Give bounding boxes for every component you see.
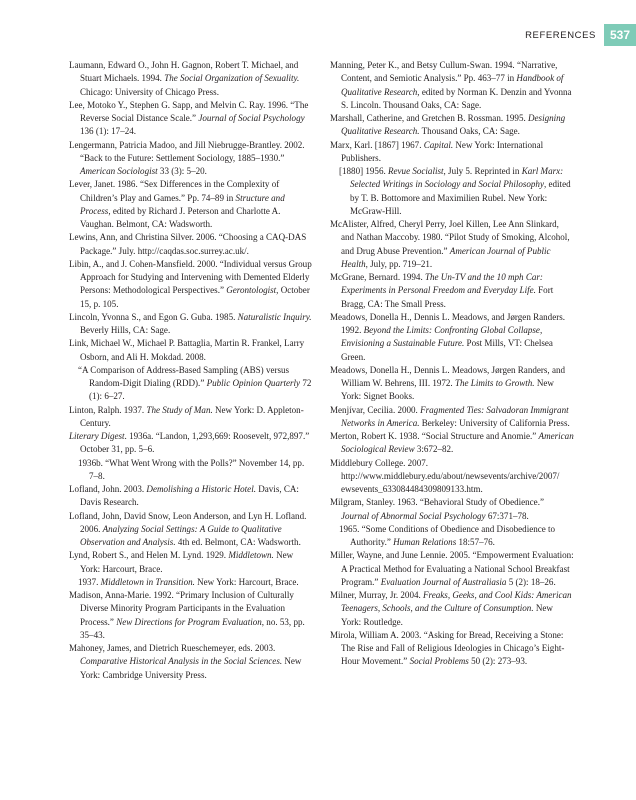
reference-text: New York: Routledge. (341, 603, 553, 627)
reference-entry (330, 218, 574, 271)
reference-entry (69, 311, 313, 338)
reference-title-italic: American Sociologist (80, 166, 158, 176)
reference-text: New York: Harcourt, Brace. (80, 550, 294, 574)
reference-title-italic: Demolishing a Historic Hotel. (146, 484, 256, 494)
reference-title-italic: Karl Marx: Selected Writings in Sociology and Social Philosophy (350, 166, 564, 190)
reference-text: Beverly Hills, CA: Sage. (80, 325, 171, 335)
reference-text: 1965. “Some Conditions of Obedience and Disobedience to Authority.” (339, 523, 556, 547)
section-title: REFERENCES (525, 29, 596, 41)
reference-text: Manning, Peter K., and Betsy Cullum-Swan. 1994. “Narrative, Content, and Semiotic Analysis.” Pp. 463–77 in (330, 60, 558, 84)
reference-entry (330, 629, 574, 669)
reference-text: Thousand Oaks, CA: Sage. (419, 126, 520, 137)
reference-text: Lincoln, Yvonna S., and Egon G. Guba. 1985. (69, 311, 238, 322)
reference-title-italic: Naturalistic Inquiry. (237, 311, 312, 322)
reference-text: Miller, Wayne, and June Lennie. 2005. “Empowerment Evaluation: A Practical Method for Evaluating a National School Breakfast Program.” (330, 550, 574, 587)
reference-text: , no. 53, pp. 35–43. (80, 616, 305, 640)
reference-text: McGrane, Bernard. 1994. (330, 272, 425, 282)
reference-entry (330, 364, 574, 404)
reference-text: Davis, CA: Davis Research. (80, 484, 299, 508)
reference-entry (330, 496, 574, 523)
reference-title-italic: Comparative Historical Analysis in the Social Sciences. (80, 656, 283, 667)
reference-entry (330, 139, 574, 166)
reference-entry (69, 337, 313, 364)
reference-entry (330, 523, 574, 550)
reference-text: Mirola, William A. 2003. “Asking for Bread, Receiving a Stone: The Rise and Fall of Religious Ideologies in Chicago’s Eight-Hour Movement.” (330, 629, 565, 667)
reference-title-italic: Gerontologist (226, 285, 277, 296)
reference-text: Lofland, John, David Snow, Leon Anderson, and Lyn H. Lofland. 2006. (69, 510, 307, 534)
reference-title-italic: Handbook of Qualitative Research (341, 73, 564, 97)
reference-text: New York: D. Appleton-Century. (80, 404, 304, 428)
reference-text: 1937. (78, 576, 101, 587)
reference-text: “A Comparison of Address-Based Sampling (ABS) versus Random-Digit Dialing (RDD).” (78, 364, 290, 388)
reference-text: New York: Signet Books. (341, 378, 554, 402)
reference-text: New York: Cambridge University Press. (80, 656, 302, 680)
reference-title-italic: New Directions for Program Evaluation (116, 616, 262, 627)
reference-title-italic: Beyond the Limits: Confronting Global Collapse, Envisioning a Sustainable Future. (341, 325, 543, 349)
reference-title-italic: Public Opinion Quarterly (206, 378, 301, 388)
reference-text: Middlebury College. 2007. http://www.middlebury.edu/about/newsevents/archive/2007/ ewsevents_633084484309809133.htm. (330, 457, 560, 494)
reference-entry (69, 642, 313, 682)
reference-text: Meadows, Donella H., Dennis L. Meadows, and Jørgen Randers. 1992. (330, 311, 566, 335)
reference-title-italic: American Journal of Public Health (341, 245, 551, 269)
reference-title-italic: Structure and Process (80, 192, 285, 216)
reference-text: Meadows, Donella H., Dennis L. Meadows, Jørgen Randers, and William W. Behrens, III. 1972. (330, 364, 566, 388)
reference-text: [1880] 1956. (339, 166, 388, 176)
reference-entry (330, 589, 574, 629)
reference-entry (69, 457, 313, 484)
reference-entry (69, 231, 313, 258)
reference-text: , edited by Richard J. Peterson and Charlotte A. Vaughan. Belmont, CA: Wadsworth. (80, 205, 281, 229)
reference-text: Marshall, Catherine, and Gretchen B. Rossman. 1995. (330, 113, 528, 123)
reference-entry (330, 457, 574, 497)
reference-text: Lofland, John. 2003. (69, 484, 147, 494)
reference-text: , July, pp. 719–21. (365, 258, 433, 269)
reference-text: Mahoney, James, and Dietrich Rueschemeyer, eds. 2003. (69, 643, 276, 653)
reference-title-italic: Fragmented Ties: Salvadoran Immigrant Networks in America. (341, 404, 569, 428)
reference-text: 18:57–76. (456, 537, 495, 547)
reference-text: , edited by Norman K. Denzin and Yvonna S. Lincoln. Thousand Oaks, CA: Sage. (341, 86, 572, 110)
references-column-right (330, 59, 574, 669)
page-header (525, 24, 636, 46)
reference-text: 3:672–82. (414, 444, 454, 455)
reference-entry (330, 430, 574, 457)
reference-text: Chicago: University of Chicago Press. (80, 86, 219, 97)
reference-title-italic: The Un-TV and the 10 mph Car: Experiments in Personal Freedom and Everyday Life. (341, 272, 543, 296)
reference-entry (69, 364, 313, 404)
reference-text: Fort Bragg, CA: The Small Press. (341, 285, 554, 309)
reference-entry (330, 112, 574, 139)
reference-text: 5 (2): 18–26. (506, 576, 556, 587)
references-column-left (69, 59, 313, 682)
reference-entry (330, 404, 574, 431)
reference-text: , edited by T. B. Bottomore and Maximilien Rubel. New York: McGraw-Hill. (350, 179, 571, 216)
reference-text: New York: Harcourt, Brace. (194, 576, 299, 587)
reference-title-italic: Designing Qualitative Research. (341, 113, 566, 137)
reference-entry (69, 549, 313, 576)
reference-text: 50 (2): 273–93. (468, 656, 528, 667)
reference-title-italic: Human Relations (393, 537, 457, 547)
reference-text: 72 (1): 6–27. (89, 378, 312, 402)
reference-entry (69, 258, 313, 311)
reference-text: . 1936a. “Landon, 1,293,669: Roosevelt, 972,897.” October 31, pp. 5–6. (80, 431, 310, 455)
reference-text: Lee, Motoko Y., Stephen G. Sapp, and Melvin C. Ray. 1996. “The Reverse Social Distance Scale.” (69, 99, 309, 123)
reference-text: Link, Michael W., Michael P. Battaglia, Martin R. Frankel, Larry Osborn, and Ali H. Mokdad. 2008. (69, 338, 305, 362)
reference-entry (69, 576, 313, 589)
reference-text: 136 (1): 17–24. (80, 126, 137, 137)
reference-text: , July 5. Reprinted in (443, 166, 522, 176)
reference-text: Lynd, Robert S., and Helen M. Lynd. 1929. (69, 550, 229, 561)
reference-title-italic: The Social Organization of Sexuality. (164, 73, 300, 84)
reference-entry (69, 99, 313, 139)
reference-text: Milgram, Stanley. 1963. “Behavioral Study of Obedience.” (330, 497, 544, 508)
reference-title-italic: Social Problems (409, 656, 469, 667)
reference-text: McAlister, Alfred, Cheryl Perry, Joel Killen, Lee Ann Slinkard, and Nathan Maccoby. 1980. “Pilot Study of Smoking, Alcohol, and Drug Abuse Prevention.” (330, 219, 570, 256)
reference-text: Madison, Anna-Marie. 1992. “Primary Inclusion of Culturally Diverse Minority Program Participants in the Evaluation Process.” (69, 590, 294, 627)
reference-text: 4th ed. Belmont, CA: Wadsworth. (175, 537, 301, 547)
reference-text: Berkeley: University of California Press. (419, 417, 570, 428)
reference-title-italic: The Limits to Growth. (454, 378, 535, 388)
reference-entry (69, 404, 313, 431)
reference-title-italic: Journal of Social Psychology (198, 113, 305, 123)
reference-text: Libin, A., and J. Cohen-Mansfield. 2000. “Individual versus Group Approach for Studying and Intervening with Demented Elderly Persons: Methodological Perspectives.” (69, 258, 312, 296)
reference-text: New York: International Publishers. (341, 139, 544, 163)
reference-text: Laumann, Edward O., John H. Gagnon, Robert T. Michael, and Stuart Michaels. 1994. (69, 60, 299, 84)
reference-title-italic: Analyzing Social Settings: A Guide to Qualitative Observation and Analysis. (80, 523, 282, 547)
reference-entry (69, 589, 313, 642)
reference-text: , October 15, p. 105. (80, 285, 310, 309)
reference-entry (69, 178, 313, 231)
reference-entry (330, 311, 574, 364)
reference-text: 33 (3): 5–20. (157, 166, 207, 176)
reference-entry (330, 165, 574, 218)
reference-text: Linton, Ralph. 1937. (69, 404, 147, 415)
reference-entry (69, 483, 313, 510)
page-number: 537 (604, 24, 636, 46)
reference-entry (330, 59, 574, 112)
reference-title-italic: Revue Socialist (388, 166, 444, 176)
reference-entry (330, 271, 574, 311)
reference-title-italic: Evaluation Journal of Australiasia (380, 576, 507, 587)
reference-text: Menjívar, Cecilia. 2000. (330, 404, 421, 415)
reference-entry (69, 59, 313, 99)
reference-entry (69, 430, 313, 457)
reference-title-italic: Middletown in Transition. (100, 576, 195, 587)
reference-entry (69, 139, 313, 179)
reference-entry (330, 549, 574, 589)
reference-text: 1936b. “What Went Wrong with the Polls?” November 14, pp. 7–8. (78, 457, 305, 481)
reference-title-italic: Middletown. (228, 550, 274, 561)
reference-text: Milner, Murray, Jr. 2004. (330, 590, 424, 600)
reference-title-italic: Journal of Abnormal Social Psychology (341, 510, 486, 521)
reference-title-italic: Literary Digest (69, 431, 125, 441)
reference-text: Lengermann, Patricia Madoo, and Jill Niebrugge-Brantley. 2002. “Back to the Future: Settlement Sociology, 1885–1930.” (69, 139, 305, 163)
reference-title-italic: The Study of Man. (146, 404, 213, 415)
reference-text: Lever, Janet. 1986. “Sex Differences in the Complexity of Children’s Play and Games.” Pp. 74–89 in (69, 179, 280, 203)
reference-title-italic: Freaks, Geeks, and Cool Kids: American Teenagers, Schools, and the Culture of Consumption. (341, 590, 572, 614)
reference-text: Post Mills, VT: Chelsea Green. (341, 338, 553, 362)
reference-text: Merton, Robert K. 1938. “Social Structure and Anomie.” (330, 431, 539, 441)
reference-entry (69, 510, 313, 550)
reference-title-italic: American Sociological Review (341, 431, 574, 455)
reference-text: Marx, Karl. [1867] 1967. (330, 139, 424, 150)
reference-text: Lewins, Ann, and Christina Silver. 2006. “Choosing a CAQ-DAS Package.” July. http://caqdas.soc.surrey.ac.uk/. (69, 232, 307, 256)
reference-text: 67:371–78. (485, 510, 529, 521)
reference-title-italic: Capital. (423, 139, 454, 150)
